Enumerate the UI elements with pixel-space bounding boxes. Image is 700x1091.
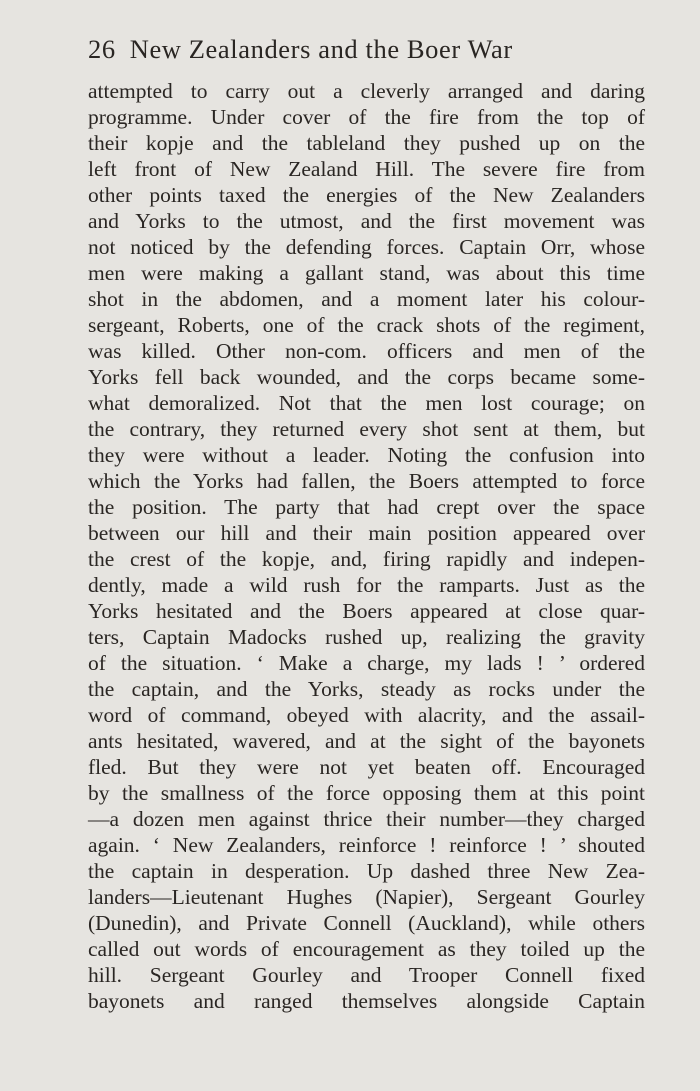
text-line: the captain in desperation. Up dashed three New Zea- — [88, 859, 645, 883]
text-line: the captain, and the Yorks, steady as rocks under the — [88, 677, 645, 701]
text-line: ants hesitated, wavered, and at the sight of the bayonets — [88, 729, 645, 753]
text-line: again. ‘ New Zealanders, reinforce ! reinforce ! ’ shouted — [88, 833, 645, 857]
running-title: New Zealanders and the Boer War — [129, 34, 513, 64]
text-line: which the Yorks had fallen, the Boers attempted to force — [88, 469, 645, 493]
text-line: (Dunedin), and Private Connell (Auckland), while others — [88, 911, 645, 935]
text-line: the position. The party that had crept over the space — [88, 495, 645, 519]
text-line: attempted to carry out a cleverly arranged and daring — [88, 79, 645, 103]
text-line: they were without a leader. Noting the confusion into — [88, 443, 645, 467]
text-line: programme. Under cover of the fire from the top of — [88, 105, 645, 129]
text-line: dently, made a wild rush for the ramparts. Just as the — [88, 573, 645, 597]
text-line: not noticed by the defending forces. Captain Orr, whose — [88, 235, 645, 259]
text-line: Yorks fell back wounded, and the corps became some- — [88, 365, 645, 389]
text-line: of the situation. ‘ Make a charge, my lads ! ’ ordered — [88, 651, 645, 675]
text-line: their kopje and the tableland they pushed up on the — [88, 131, 645, 155]
text-line: landers—Lieutenant Hughes (Napier), Sergeant Gourley — [88, 885, 645, 909]
text-line: word of command, obeyed with alacrity, and the assail- — [88, 703, 645, 727]
running-header — [88, 34, 608, 65]
text-line: and Yorks to the utmost, and the first movement was — [88, 209, 645, 233]
text-line: by the smallness of the force opposing them at this point — [88, 781, 645, 805]
text-line: other points taxed the energies of the New Zealanders — [88, 183, 645, 207]
text-line: —a dozen men against thrice their number—they charged — [88, 807, 645, 831]
text-line: the contrary, they returned every shot sent at them, but — [88, 417, 645, 441]
text-line: called out words of encouragement as they toiled up the — [88, 937, 645, 961]
text-line: what demoralized. Not that the men lost courage; on — [88, 391, 645, 415]
text-line: bayonets and ranged themselves alongside Captain — [88, 989, 645, 1013]
text-line: the crest of the kopje, and, firing rapidly and indepen- — [88, 547, 645, 571]
text-line: sergeant, Roberts, one of the crack shots of the regiment, — [88, 313, 645, 337]
text-line: ters, Captain Madocks rushed up, realizing the gravity — [88, 625, 645, 649]
text-line: left front of New Zealand Hill. The severe fire from — [88, 157, 645, 181]
text-line: shot in the abdomen, and a moment later his colour- — [88, 287, 645, 311]
text-line: fled. But they were not yet beaten off. Encouraged — [88, 755, 645, 779]
page-number: 26 — [88, 34, 116, 64]
text-line: men were making a gallant stand, was about this time — [88, 261, 645, 285]
text-line: hill. Sergeant Gourley and Trooper Connell fixed — [88, 963, 645, 987]
text-line: Yorks hesitated and the Boers appeared at close quar- — [88, 599, 645, 623]
text-line: between our hill and their main position appeared over — [88, 521, 645, 545]
body-text — [88, 78, 645, 1014]
text-line: was killed. Other non-com. officers and men of the — [88, 339, 645, 363]
